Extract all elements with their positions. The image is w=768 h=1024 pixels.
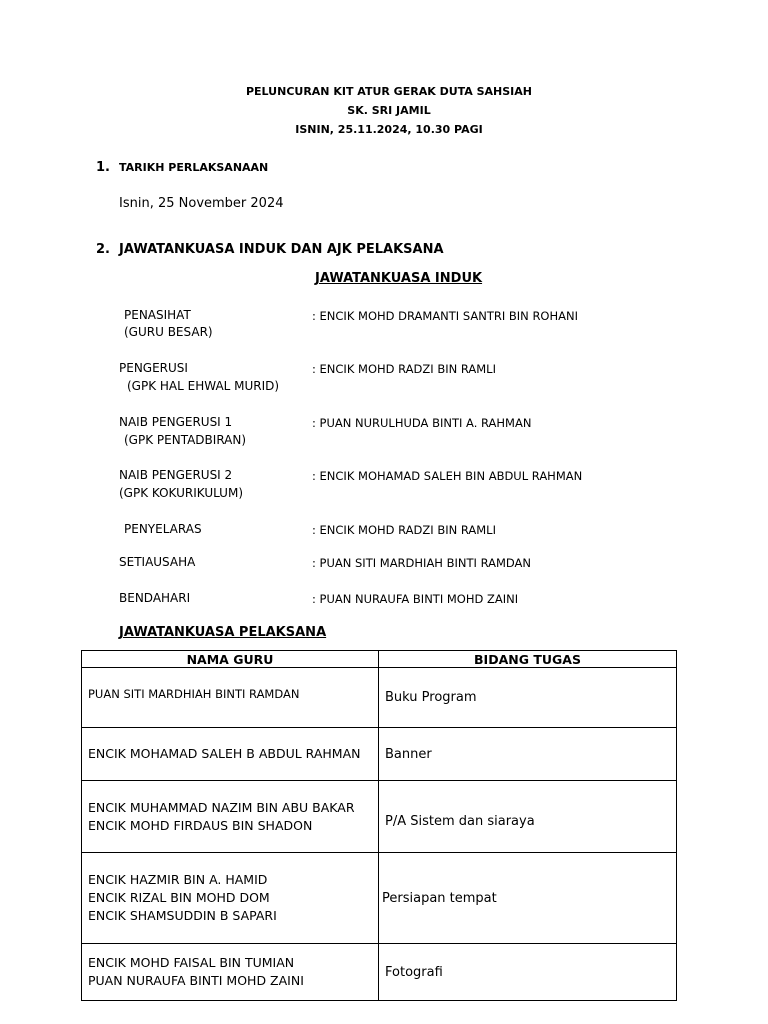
member-role-note: (GURU BESAR) xyxy=(124,325,213,339)
teacher-name: ENCIK RIZAL BIN MOHD DOM xyxy=(88,890,270,905)
table-row xyxy=(82,728,677,781)
task-area: Buku Program xyxy=(385,690,477,705)
teacher-name: ENCIK MOHAMAD SALEH B ABDUL RAHMAN xyxy=(88,746,361,761)
member-name: : ENCIK MOHD RADZI BIN RAMLI xyxy=(312,362,496,376)
member-name: : ENCIK MOHAMAD SALEH BIN ABDUL RAHMAN xyxy=(312,469,583,483)
executive-committee-heading: JAWATANKUASA PELAKSANA xyxy=(119,625,327,640)
section-1-title: TARIKH PERLAKSANAAN xyxy=(119,161,269,174)
member-role: PENASIHAT xyxy=(124,308,191,322)
task-cell xyxy=(379,728,677,781)
teacher-name: PUAN SITI MARDHIAH BINTI RAMDAN xyxy=(88,686,300,701)
task-area: Persiapan tempat xyxy=(382,890,497,906)
member-role: PENGERUSI xyxy=(119,361,188,375)
teacher-name: ENCIK HAZMIR BIN A. HAMID xyxy=(88,872,268,887)
teacher-name: ENCIK SHAMSUDDIN B SAPARI xyxy=(88,908,277,923)
member-role: PENYELARAS xyxy=(124,522,202,536)
member-role-note: (GPK HAL EHWAL MURID) xyxy=(127,379,280,393)
table-row xyxy=(82,944,677,1001)
event-date-time: ISNIN, 25.11.2024, 10.30 PAGI xyxy=(295,123,483,136)
table-header-row xyxy=(82,651,677,668)
school-name: SK. SRI JAMIL xyxy=(347,104,431,117)
implementation-date: Isnin, 25 November 2024 xyxy=(119,196,284,211)
teacher-name: ENCIK MUHAMMAD NAZIM BIN ABU BAKAR xyxy=(88,799,355,815)
member-name: : ENCIK MOHD RADZI BIN RAMLI xyxy=(312,523,496,537)
table-row xyxy=(82,668,677,728)
task-cell xyxy=(379,853,677,944)
member-role-note: (GPK KOKURIKULUM) xyxy=(119,486,244,500)
section-1-number: 1. xyxy=(96,160,110,175)
teacher-names-cell xyxy=(82,728,379,781)
member-role: NAIB PENGERUSI 2 xyxy=(119,468,233,482)
task-cell xyxy=(379,944,677,1001)
member-name: : PUAN NURAUFA BINTI MOHD ZAINI xyxy=(312,592,519,606)
table-row xyxy=(82,853,677,944)
member-name: : ENCIK MOHD DRAMANTI SANTRI BIN ROHANI xyxy=(312,309,578,323)
section-2-number: 2. xyxy=(96,242,110,257)
member-role-note: (GPK PENTADBIRAN) xyxy=(124,433,247,447)
teacher-names-cell xyxy=(82,853,379,944)
task-area: P/A Sistem dan siaraya xyxy=(385,814,535,829)
member-role: SETIAUSAHA xyxy=(119,555,196,569)
task-area: Banner xyxy=(385,746,432,762)
task-area: Fotografi xyxy=(385,964,443,980)
teacher-name: ENCIK MOHD FIRDAUS BIN SHADON xyxy=(88,817,313,833)
member-role: NAIB PENGERUSI 1 xyxy=(119,415,233,429)
column-header-task-area: BIDANG TUGAS xyxy=(379,651,677,668)
teacher-names-cell xyxy=(82,668,379,728)
document-title: PELUNCURAN KIT ATUR GERAK DUTA SAHSIAH xyxy=(245,85,532,98)
teacher-name: PUAN NURAUFA BINTI MOHD ZAINI xyxy=(88,973,304,988)
table-row xyxy=(82,781,677,853)
main-committee-heading: JAWATANKUASA INDUK xyxy=(315,271,483,286)
section-2-title: JAWATANKUASA INDUK DAN AJK PELAKSANA xyxy=(119,242,444,257)
teacher-names-cell xyxy=(82,781,379,853)
column-header-teacher-name: NAMA GURU xyxy=(82,651,379,668)
task-cell xyxy=(379,668,677,728)
task-cell xyxy=(379,781,677,853)
member-role: BENDAHARI xyxy=(119,591,191,605)
member-name: : PUAN NURULHUDA BINTI A. RAHMAN xyxy=(312,416,532,430)
teacher-name: ENCIK MOHD FAISAL BIN TUMIAN xyxy=(88,955,295,970)
member-name: : PUAN SITI MARDHIAH BINTI RAMDAN xyxy=(312,556,532,570)
executive-committee-table xyxy=(81,650,677,1001)
teacher-names-cell xyxy=(82,944,379,1001)
